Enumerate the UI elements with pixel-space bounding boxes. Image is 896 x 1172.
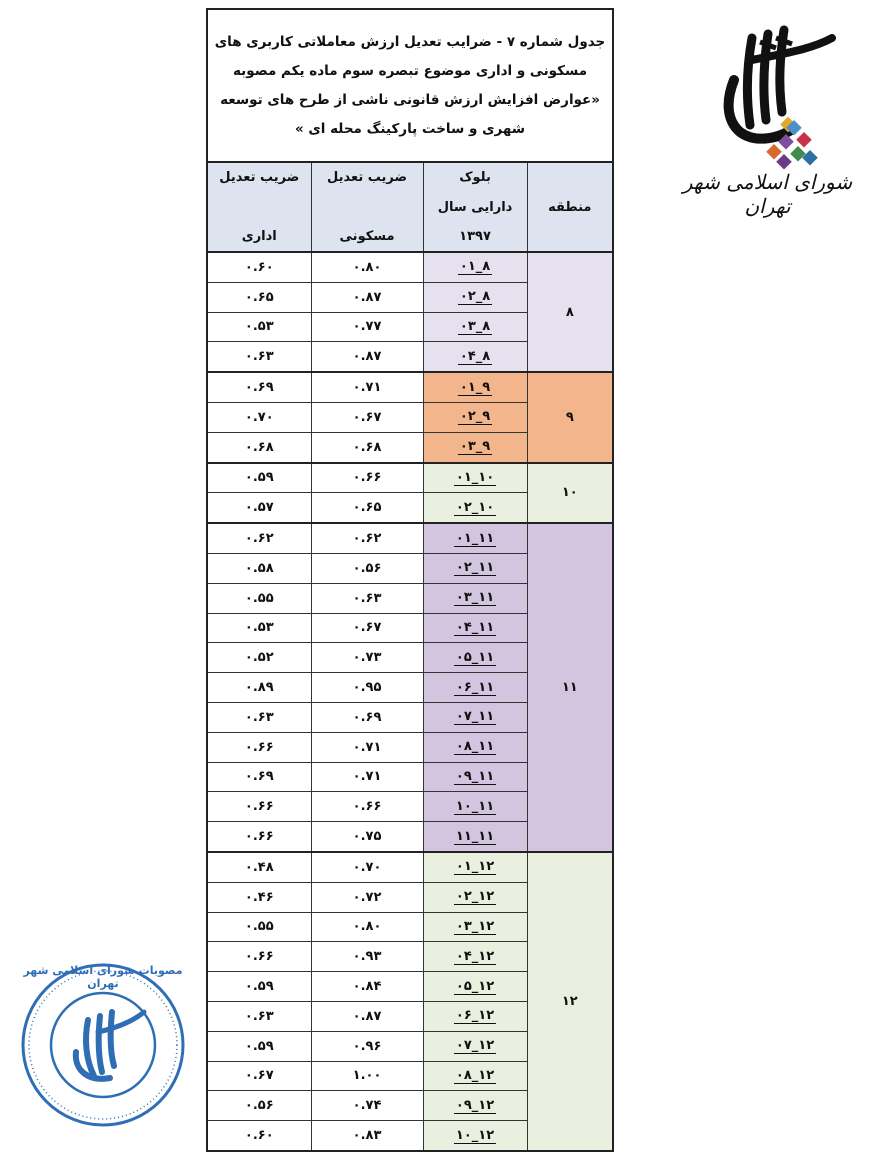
office-coefficient: ۰.۷۰ [207,402,311,432]
block-cell [423,762,527,792]
office-coefficient: ۰.۶۹ [207,762,311,792]
residential-coefficient: ۰.۸۷ [311,342,423,372]
block-cell [423,1121,527,1151]
office-coefficient: ۰.۸۹ [207,673,311,703]
office-coefficient: ۰.۵۹ [207,1031,311,1061]
office-coefficient: ۰.۶۳ [207,342,311,372]
title-line: مسکونی و اداری موضوع تبصره سوم ماده یکم مصوبه [232,62,588,79]
block-code: ۱۱_۰۱ [455,530,495,546]
block-cell [423,673,527,703]
residential-coefficient: ۰.۶۶ [311,792,423,822]
office-coefficient: ۰.۶۷ [207,1061,311,1091]
block-cell [423,882,527,912]
residential-coefficient: ۰.۶۷ [311,613,423,643]
adjustment-coefficients-table [206,8,614,1152]
zone-cell: ۱۰ [527,463,613,524]
block-cell [423,493,527,523]
block-cell [423,792,527,822]
block-cell [423,372,527,402]
title-line: «عوارض افزایش ارزش قانونی ناشی از طرح های توسعه [220,91,600,108]
block-cell [423,822,527,852]
block-code: ۹_۰۲ [459,409,491,425]
residential-coefficient: ۰.۹۵ [311,673,423,703]
header-residential-top: ضریب تعدیل [327,170,408,185]
block-code: ۱۲_۱۰ [455,1127,495,1143]
block-code: ۱۲_۰۶ [455,1008,495,1024]
residential-coefficient: ۰.۸۰ [311,912,423,942]
block-cell [423,583,527,613]
office-coefficient: ۰.۵۷ [207,493,311,523]
residential-coefficient: ۰.۶۳ [311,583,423,613]
table-row [207,523,613,553]
office-coefficient: ۰.۴۸ [207,852,311,882]
block-code: ۱۱_۰۹ [455,768,495,784]
block-code: ۱۱_۰۴ [455,619,495,635]
block-code: ۱۱_۱۱ [455,828,495,844]
block-cell [423,1061,527,1091]
block-cell [423,972,527,1002]
table-row [207,372,613,402]
residential-coefficient: ۰.۷۳ [311,643,423,673]
office-coefficient: ۰.۶۵ [207,282,311,312]
block-cell [423,702,527,732]
table-row [207,463,613,493]
table-row [207,852,613,882]
office-coefficient: ۰.۴۶ [207,882,311,912]
header-block-line1: بلوک [459,170,491,185]
office-coefficient: ۰.۶۳ [207,702,311,732]
block-code: ۸_۰۴ [459,348,491,364]
residential-coefficient: ۰.۷۱ [311,762,423,792]
office-coefficient: ۰.۶۰ [207,252,311,282]
header-block-line2: دارایی سال [437,199,513,215]
block-code: ۸_۰۳ [459,318,491,334]
block-code: ۱۲_۰۹ [455,1097,495,1113]
residential-coefficient: ۰.۸۷ [311,1001,423,1031]
block-cell [423,282,527,312]
header-office [207,162,311,252]
office-coefficient: ۰.۶۶ [207,792,311,822]
office-coefficient: ۰.۶۶ [207,732,311,762]
council-logo-icon [660,20,875,170]
residential-coefficient: ۰.۷۴ [311,1091,423,1121]
residential-coefficient: ۰.۷۷ [311,312,423,342]
office-coefficient: ۰.۵۸ [207,553,311,583]
office-coefficient: ۰.۵۲ [207,643,311,673]
office-coefficient: ۰.۶۸ [207,432,311,462]
office-coefficient: ۰.۵۵ [207,912,311,942]
block-code: ۹_۰۳ [459,439,491,455]
block-cell [423,312,527,342]
office-coefficient: ۰.۶۳ [207,1001,311,1031]
council-logo [660,20,875,218]
residential-coefficient: ۰.۶۹ [311,702,423,732]
header-block-line3: ۱۳۹۷ [459,229,491,244]
block-code: ۱۲_۰۷ [455,1038,495,1054]
block-cell [423,1031,527,1061]
office-coefficient: ۰.۶۶ [207,822,311,852]
residential-coefficient: ۰.۶۸ [311,432,423,462]
office-coefficient: ۰.۶۶ [207,942,311,972]
residential-coefficient: ۰.۷۵ [311,822,423,852]
header-zone-label: منطقه [548,199,592,215]
header-block [423,162,527,252]
office-coefficient: ۰.۶۲ [207,523,311,553]
header-residential-bottom: مسکونی [339,229,395,244]
block-code: ۱۲_۰۵ [455,978,495,994]
block-cell [423,463,527,493]
zone-cell: ۸ [527,252,613,372]
table-row [207,252,613,282]
office-coefficient: ۰.۵۵ [207,583,311,613]
residential-coefficient: ۰.۶۵ [311,493,423,523]
office-coefficient: ۰.۶۰ [207,1121,311,1151]
stamp-text: مصوبات شورای اسلامی شهر تهران [23,964,183,990]
title-line: شهری و ساخت پارکینگ محله ای » [295,120,526,137]
residential-coefficient: ۰.۸۷ [311,282,423,312]
block-code: ۱۱_۰۲ [455,560,495,576]
block-code: ۱۱_۰۸ [455,739,495,755]
block-code: ۹_۰۱ [459,379,491,395]
residential-coefficient: ۰.۹۳ [311,942,423,972]
residential-coefficient: ۰.۷۲ [311,882,423,912]
office-coefficient: ۰.۵۹ [207,463,311,493]
residential-coefficient: ۰.۹۶ [311,1031,423,1061]
council-name: شورای اسلامی شهر تهران [682,170,853,218]
block-cell [423,342,527,372]
header-office-bottom: اداری [241,229,277,244]
block-code: ۸_۰۲ [459,289,491,305]
block-code: ۸_۰۱ [459,259,491,275]
residential-coefficient: ۰.۶۷ [311,402,423,432]
block-cell [423,553,527,583]
block-cell [423,912,527,942]
block-cell [423,732,527,762]
title-line: جدول شماره ۷ - ضرایب تعدیل ارزش معاملاتی کاربری های [214,33,606,50]
residential-coefficient: ۰.۷۱ [311,732,423,762]
block-code: ۱۲_۰۱ [455,859,495,875]
header-office-top: ضریب تعدیل [219,170,300,185]
table-title [207,9,613,162]
block-code: ۱۱_۰۵ [455,649,495,665]
block-code: ۱۲_۰۴ [455,948,495,964]
residential-coefficient: ۰.۸۴ [311,972,423,1002]
header-residential [311,162,423,252]
block-cell [423,942,527,972]
zone-cell: ۱۱ [527,523,613,852]
residential-coefficient: ۰.۷۰ [311,852,423,882]
block-code: ۱۱_۱۰ [455,798,495,814]
block-cell [423,1091,527,1121]
block-code: ۱۲_۰۸ [455,1067,495,1083]
residential-coefficient: ۰.۵۶ [311,553,423,583]
block-code: ۱۱_۰۳ [455,590,495,606]
block-code: ۱۲_۰۳ [455,918,495,934]
residential-coefficient: ۰.۶۶ [311,463,423,493]
block-cell [423,252,527,282]
header-zone [527,162,613,252]
block-code: ۱۱_۰۶ [455,679,495,695]
zone-cell: ۱۲ [527,852,613,1151]
block-cell [423,1001,527,1031]
block-cell [423,523,527,553]
office-coefficient: ۰.۶۹ [207,372,311,402]
office-coefficient: ۰.۵۹ [207,972,311,1002]
residential-coefficient: ۰.۷۱ [311,372,423,402]
office-coefficient: ۰.۵۳ [207,613,311,643]
council-stamp [18,960,188,1130]
residential-coefficient: ۰.۶۲ [311,523,423,553]
block-cell [423,402,527,432]
block-code: ۱۱_۰۷ [455,709,495,725]
block-cell [423,432,527,462]
block-cell [423,852,527,882]
residential-coefficient: ۰.۸۰ [311,252,423,282]
office-coefficient: ۰.۵۶ [207,1091,311,1121]
block-code: ۱۲_۰۲ [455,889,495,905]
block-code: ۱۰_۰۱ [455,469,495,485]
office-coefficient: ۰.۵۳ [207,312,311,342]
block-code: ۱۰_۰۲ [455,499,495,515]
block-cell [423,643,527,673]
zone-cell: ۹ [527,372,613,462]
residential-coefficient: ۰.۸۳ [311,1121,423,1151]
residential-coefficient: ۱.۰۰ [311,1061,423,1091]
block-cell [423,613,527,643]
